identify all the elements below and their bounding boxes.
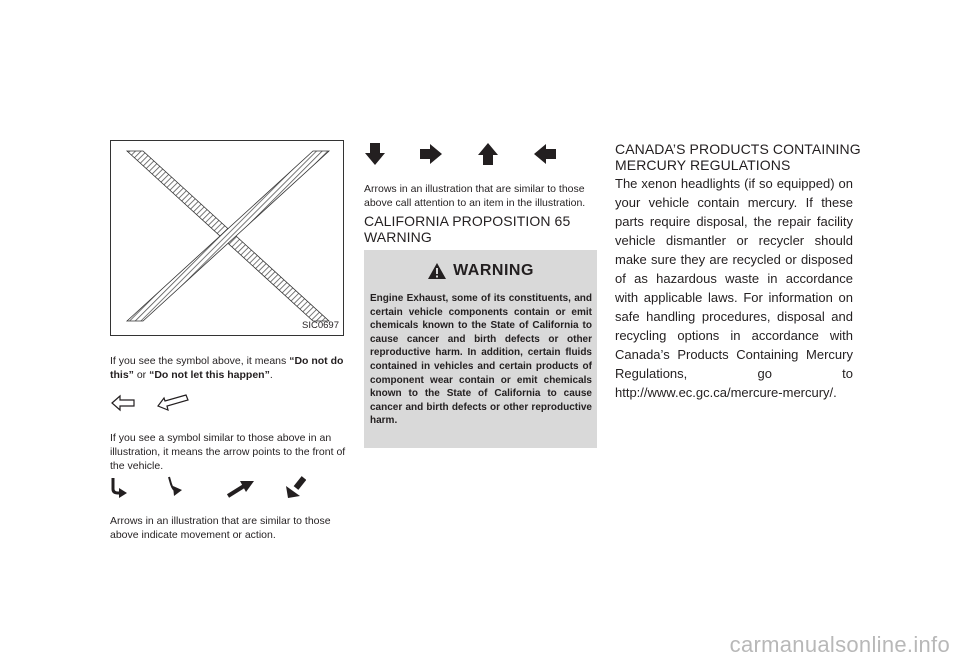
warning-label: WARNING bbox=[453, 262, 534, 280]
watermark: carmanualsonline.info bbox=[729, 632, 950, 657]
solid-arrow-right-icon bbox=[418, 143, 444, 165]
do-not-let-this-happen-text: “Do not let this happen” bbox=[149, 369, 270, 381]
x-symbol-icon bbox=[111, 141, 345, 337]
symbol-text-or: or bbox=[133, 369, 150, 381]
attention-arrow-text: Arrows in an illustration that are similar to those above call attention to an item in the illustration. bbox=[364, 183, 586, 209]
heading-line-2: WARNING bbox=[364, 229, 432, 245]
curved-arrow-down-left-icon bbox=[166, 475, 186, 499]
solid-arrow-left-icon bbox=[532, 143, 558, 165]
figure-id: SIC0697 bbox=[302, 320, 339, 331]
heading-line-2: MERCURY REGULATIONS bbox=[615, 157, 791, 173]
movement-text: Arrows in an illustration that are similar to those above indicate movement or action. bbox=[110, 515, 331, 541]
arrow-diagonal-down-left-icon bbox=[284, 476, 306, 500]
arrow-diagonal-right-icon bbox=[226, 478, 256, 498]
symbol-text-prefix: If you see the symbol above, it means bbox=[110, 355, 290, 367]
heading-line-1: CANADA’S PRODUCTS CONTAINING bbox=[615, 141, 861, 157]
warning-title bbox=[364, 262, 597, 280]
mercury-body-text: The xenon headlights (if so equipped) on your vehicle contain mercury. If these parts require disposal, the repair facility vehicle dismantler or recycler should make sure they are recycled or disposed of as hazardous waste in accordance with applicable laws. For information on safe handling procedures, disposal and recycling options in accordance with Canada’s Products Containing Mercury Regulations, go to http://www.ec.gc.ca/mercure-mercury/. bbox=[615, 176, 853, 400]
warning-box bbox=[364, 250, 597, 448]
outline-arrow-left-icon bbox=[110, 393, 136, 413]
symbol-text-end: . bbox=[269, 369, 273, 381]
canada-mercury-heading bbox=[615, 141, 865, 173]
solid-arrow-down-icon bbox=[364, 141, 386, 167]
do-not-do-this-text: “Do not do this” bbox=[110, 355, 344, 381]
do-not-symbol-figure bbox=[110, 140, 344, 336]
warning-text: Engine Exhaust, some of its constituents, and certain vehicle components contain or emit chemicals known to the State of California to cause cancer and birth defects or other reproductive harm. In addition, certain fluids contained in vehicles and certain products of component wear contain or emit chemicals known to the State of California to cause cancer and birth defects or other reproductive harm. bbox=[370, 293, 592, 427]
outline-arrow-angled-icon bbox=[156, 392, 192, 414]
solid-arrow-up-icon bbox=[477, 141, 499, 167]
curved-arrow-down-right-icon bbox=[110, 476, 130, 500]
front-arrow-text: If you see a symbol similar to those above in an illustration, it means the arrow points to the front of the vehicle. bbox=[110, 432, 346, 472]
california-prop65-heading bbox=[364, 213, 600, 245]
heading-line-1: CALIFORNIA PROPOSITION 65 bbox=[364, 213, 571, 229]
symbol-meaning-text bbox=[110, 354, 346, 382]
warning-triangle-icon bbox=[427, 262, 447, 280]
